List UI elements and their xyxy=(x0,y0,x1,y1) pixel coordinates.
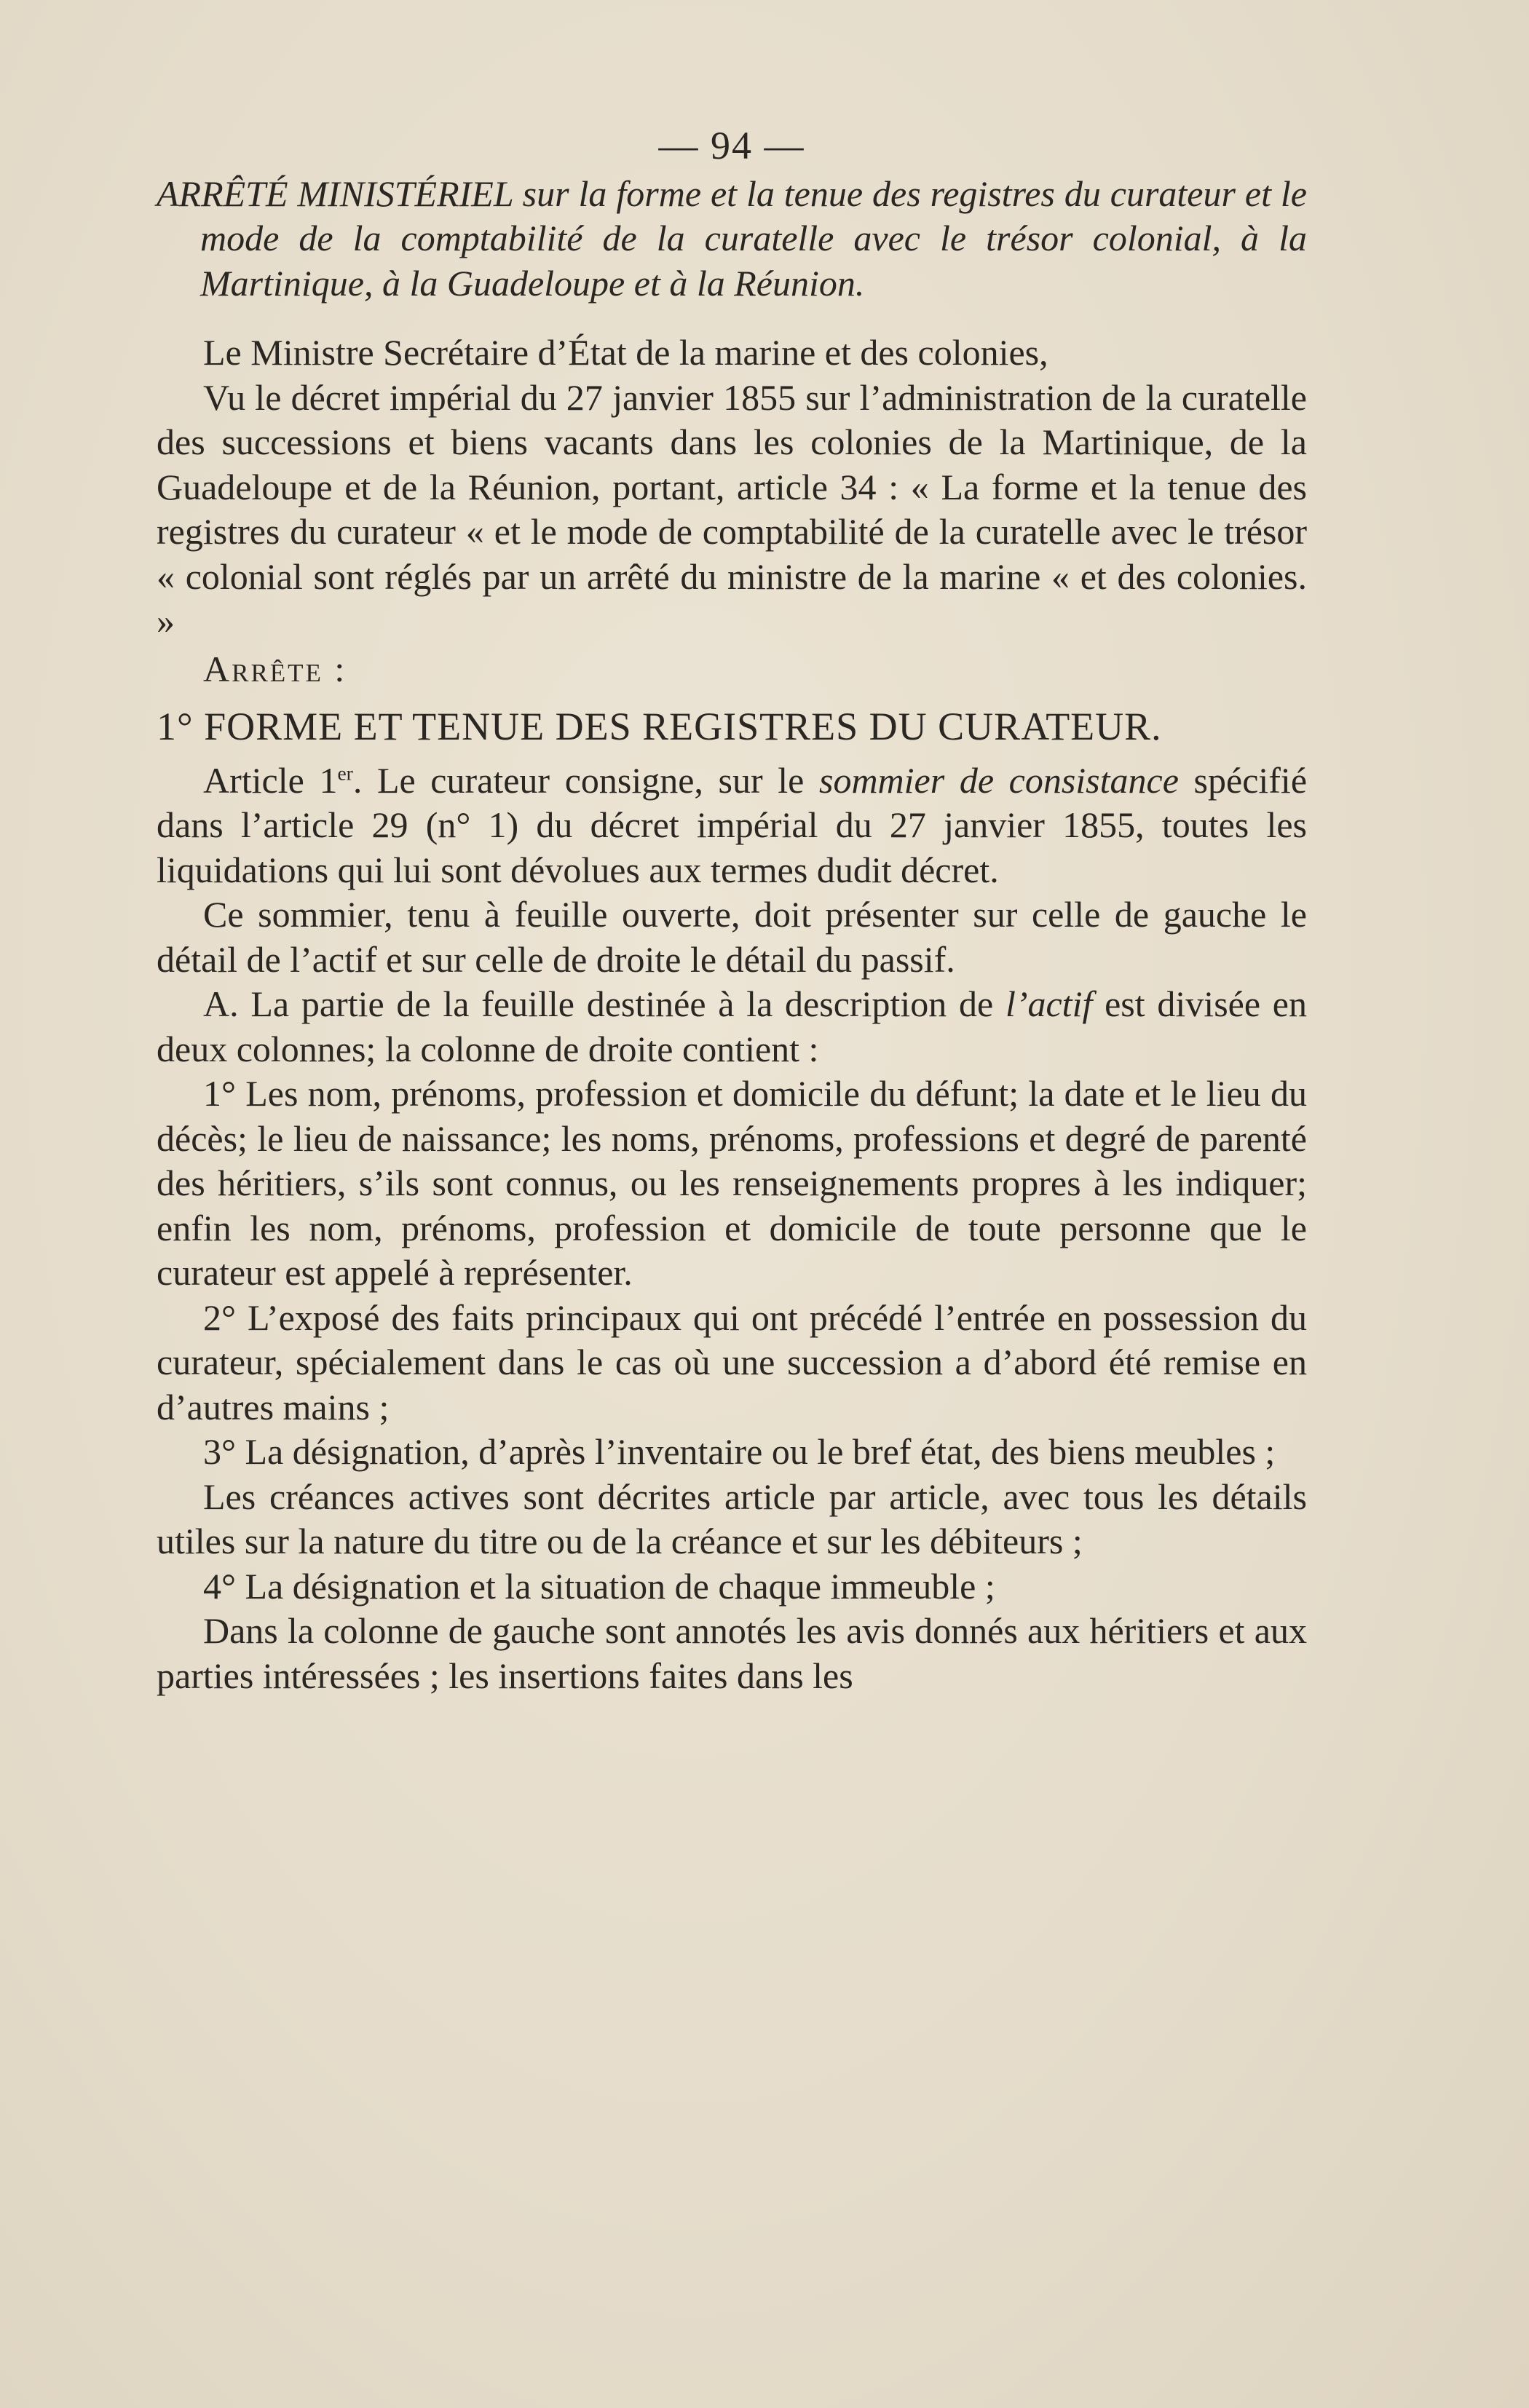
sommier-paragraph: Ce sommier, tenu à feuille ouverte, doit présenter sur celle de gauche le détail de l’actif et sur celle de droite le détail du passif. xyxy=(157,894,1307,980)
article-1-sup: er xyxy=(337,761,353,784)
intro-paragraph: Le Ministre Secrétaire d’État de la marine et des colonies, xyxy=(203,332,1048,373)
page-number: — 94 — xyxy=(658,124,805,167)
article-1-text-a: . Le curateur consigne, sur le xyxy=(352,759,819,801)
creances-paragraph: Les créances actives sont décrites article par article, avec tous les détails utiles sur la nature du titre ou de la créance et sur les débiteurs ; xyxy=(157,1476,1307,1561)
item-2-paragraph: 2° L’exposé des faits principaux qui ont précédé l’entrée en possession du curateur, spécialement dans le cas où une succession a d’abord été remise en d’autres mains ; xyxy=(157,1296,1307,1427)
part-a-text-b: est divisée en deux colonnes; la colonne de droite contient : xyxy=(157,983,1307,1069)
section-title: 1° FORME ET TENUE DES REGISTRES DU CURATEUR. xyxy=(157,705,1162,748)
vu-paragraph: Vu le décret impérial du 27 janvier 1855 sur l’administration de la curatelle des successions et biens vacants dans les colonies de la Martinique, de la Guadeloupe et de la Réunion, portant, article 34 : « La forme et la tenue des registres du curateur « et le mode de comptabilité de la curatelle avec le trésor « colonial sont réglés par un arrêté du ministre de la marine « et des colonies. » xyxy=(157,376,1307,641)
article-1-italic: sommier de consistance xyxy=(818,759,1179,801)
text-block xyxy=(157,124,1307,1698)
article-1-lead: Article 1 xyxy=(203,759,338,801)
article-1-paragraph xyxy=(157,759,1307,893)
part-a-italic: l’actif xyxy=(1005,983,1093,1024)
item-1-paragraph: 1° Les nom, prénoms, profession et domicile du défunt; la date et le lieu du décès; le lieu de naissance; les noms, prénoms, professions et degré de parenté des héritiers, s’ils sont connus, ou les renseignements propres à les indiquer; enfin les nom, prénoms, profession et domicile de toute personne que le curateur est appelé à représenter. xyxy=(157,1073,1307,1293)
left-column-paragraph: Dans la colonne de gauche sont annotés les avis donnés aux héritiers et aux parties intéressées ; les insertions faites dans les xyxy=(157,1610,1307,1696)
item-4-paragraph: 4° La désignation et la situation de chaque immeuble ; xyxy=(203,1565,995,1607)
part-a-paragraph xyxy=(157,982,1307,1072)
part-a-text-a: A. La partie de la feuille destinée à la description de xyxy=(203,983,1005,1024)
article-1-text-b: spécifié dans l’article 29 (n° 1) du décret impérial du 27 janvier 1855, toutes les liquidations qui lui sont dévolues aux termes dudit décret. xyxy=(157,759,1308,890)
arrete-label: Arrête : xyxy=(203,648,347,689)
item-3-paragraph: 3° La désignation, d’après l’inventaire ou le bref état, des biens meubles ; xyxy=(203,1431,1276,1472)
decree-heading: ARRÊTÉ MINISTÉRIEL sur la forme et la tenue des registres du curateur et le mode de la comptabilité de la curatelle avec le trésor colonial, à la Martinique, à la Guadeloupe et à la Réunion. xyxy=(157,173,1307,304)
